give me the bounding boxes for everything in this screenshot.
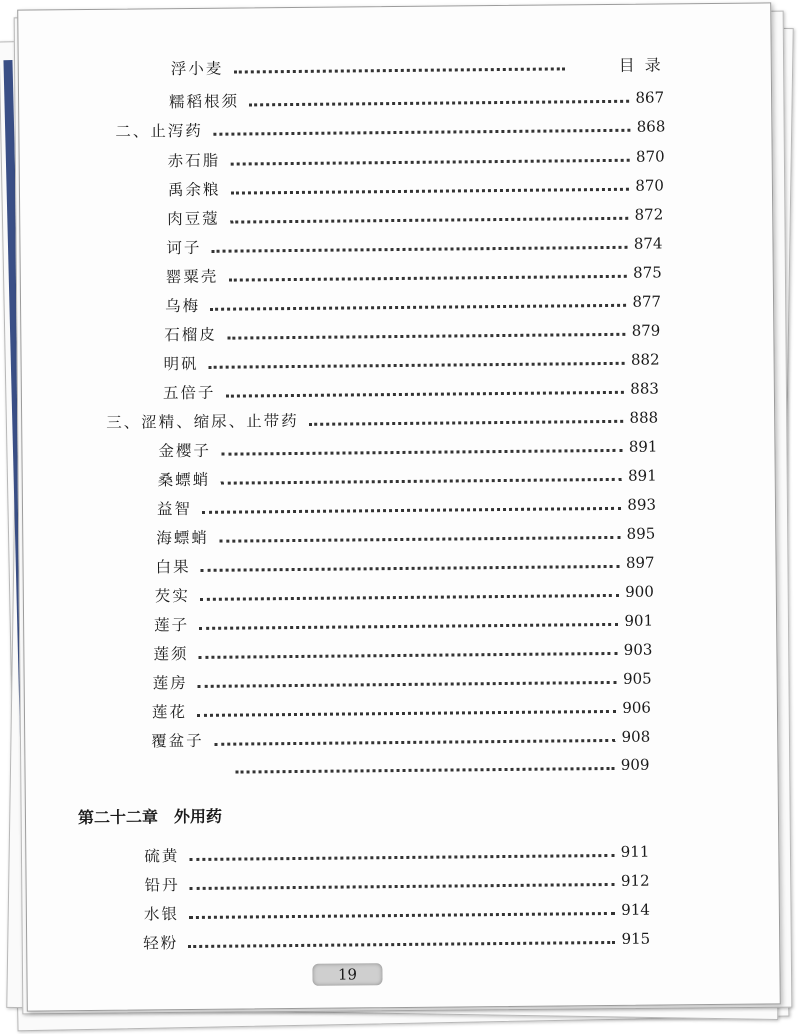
toc-entry-page: 891: [628, 437, 658, 456]
toc-entry[interactable]: [225, 751, 649, 779]
toc-entry-label: 明矾: [163, 354, 199, 374]
toc-entry-page: 897: [625, 553, 655, 572]
toc-page: [17, 2, 781, 1011]
toc-entry-label: 浮小麦: [170, 59, 224, 79]
toc-entry-page: 895: [626, 524, 656, 543]
chapter-heading[interactable]: [78, 804, 222, 828]
chapter-number: 第二十二章: [77, 807, 159, 828]
toc-entry-label: 莲花: [151, 703, 188, 722]
toc-entry-page: 911: [620, 842, 650, 861]
toc-entry[interactable]: [143, 925, 650, 954]
toc-entry-label: 乌梅: [164, 296, 201, 316]
toc-entry-label: 益智: [156, 499, 193, 519]
chapter-title: 外用药: [173, 806, 223, 827]
toc-section-entry[interactable]: [115, 112, 665, 141]
toc-entry-page: 868: [636, 117, 666, 136]
toc-entry[interactable]: [168, 142, 665, 171]
toc-entry[interactable]: [163, 375, 659, 404]
toc-entry-label: 肉豆蔻: [167, 209, 220, 229]
toc-entry-label: 轻粉: [143, 934, 179, 953]
dot-leader: [198, 652, 617, 659]
toc-entry[interactable]: [165, 287, 661, 316]
toc-entry-page: 877: [632, 292, 662, 311]
dot-leader: [190, 883, 615, 890]
toc-entry[interactable]: [151, 723, 650, 752]
toc-entry-page: 905: [622, 669, 652, 688]
toc-entry-page: 874: [633, 234, 663, 253]
toc-entry-label: 白果: [155, 558, 191, 577]
toc-entry[interactable]: [144, 896, 650, 925]
toc-entry-label: 三、涩精、缩尿、止带药: [106, 411, 299, 432]
toc-entry[interactable]: [144, 838, 649, 867]
toc-entry-page: 867: [635, 88, 665, 107]
dot-leader: [199, 623, 618, 630]
running-header: 目录: [618, 55, 671, 75]
toc-section-entry[interactable]: [106, 404, 658, 433]
toc-entry-label: 硫黄: [144, 847, 180, 866]
dot-leader: [198, 681, 617, 688]
toc-entry[interactable]: [158, 462, 657, 491]
toc-entry-page: 875: [633, 263, 662, 282]
toc-entry-page: 882: [630, 350, 660, 369]
dot-leader: [202, 507, 621, 514]
toc-entry[interactable]: [169, 83, 664, 112]
toc-entry-label: 莲房: [152, 674, 188, 693]
toc-entry-label: 水银: [143, 905, 179, 924]
toc-entry[interactable]: [153, 665, 652, 694]
dot-leader: [189, 912, 615, 919]
toc-entry-page: 883: [630, 379, 659, 398]
dot-leader: [221, 449, 623, 456]
toc-entry[interactable]: [171, 51, 571, 79]
toc-entry[interactable]: [168, 171, 664, 200]
toc-entry-label: 禹余粮: [167, 180, 221, 200]
toc-entry-label: 莲子: [154, 616, 190, 635]
dot-leader: [214, 739, 616, 746]
toc-entry-page: 912: [620, 871, 650, 890]
dot-leader: [309, 420, 624, 426]
toc-entry[interactable]: [164, 316, 660, 345]
toc-entry-label: 诃子: [166, 238, 202, 258]
dot-leader: [188, 941, 615, 948]
dot-leader: [219, 536, 621, 543]
toc-entry[interactable]: [157, 491, 656, 520]
toc-entry[interactable]: [152, 694, 651, 723]
toc-entry[interactable]: [155, 578, 654, 607]
toc-entry-label: 金樱子: [158, 441, 212, 461]
toc-entry-label: 石榴皮: [164, 325, 217, 345]
dot-leader: [230, 188, 629, 195]
toc-entry-page: 879: [631, 321, 661, 340]
toc-entry-label: 罂粟壳: [165, 267, 219, 287]
page-number-badge: 19: [312, 963, 382, 986]
toc-entry-page: 903: [623, 640, 653, 659]
dot-leader: [233, 67, 564, 73]
toc-entry-page: 901: [624, 611, 654, 630]
toc-entry-label: 赤石脂: [167, 151, 221, 171]
dot-leader: [228, 275, 627, 282]
toc-entry-label: 芡实: [154, 587, 190, 606]
toc-entry[interactable]: [166, 258, 662, 287]
toc-entry-label: 海螵蛸: [156, 528, 209, 548]
toc-entry-label: 糯稻根须: [169, 92, 240, 112]
dot-leader: [189, 854, 614, 861]
dot-leader: [230, 217, 629, 224]
dot-leader: [236, 767, 615, 774]
toc-entry-page: 914: [621, 900, 650, 919]
toc-entry[interactable]: [144, 867, 649, 896]
toc-entry[interactable]: [166, 229, 662, 258]
toc-entry-page: 870: [635, 147, 665, 166]
toc-entry-page: 893: [627, 495, 657, 514]
dot-leader: [197, 710, 616, 717]
dot-leader: [220, 478, 622, 485]
dot-leader: [200, 594, 619, 601]
dot-leader: [225, 391, 624, 398]
dot-leader: [210, 304, 626, 311]
dot-leader: [201, 565, 620, 572]
toc-entry-label: 莲须: [153, 645, 189, 664]
toc-entry[interactable]: [156, 520, 655, 549]
toc-entry[interactable]: [155, 549, 654, 578]
toc-entry[interactable]: [167, 200, 663, 229]
dot-leader: [209, 362, 625, 369]
toc-entry-page: 872: [634, 205, 664, 224]
toc-entry[interactable]: [163, 345, 659, 374]
toc-entry-page: 888: [629, 408, 659, 427]
toc-entry-label: 五倍子: [162, 383, 216, 403]
dot-leader: [230, 159, 630, 166]
toc-entry-label: 桑螵蛸: [157, 470, 211, 490]
dot-leader: [212, 246, 628, 253]
toc-entry-label: 二、止泻药: [115, 121, 203, 141]
toc-entry-label: 铅丹: [144, 876, 180, 895]
toc-entry-label: 覆盆子: [151, 731, 204, 751]
toc-entry[interactable]: [158, 433, 657, 462]
dot-leader: [213, 129, 631, 136]
toc-entry[interactable]: [153, 636, 652, 665]
toc-entry[interactable]: [154, 607, 653, 636]
toc-entry-page: 915: [621, 929, 651, 948]
dot-leader: [227, 333, 626, 340]
dot-leader: [249, 100, 629, 107]
toc-entry-page: 891: [627, 466, 657, 485]
toc-entry-page: 870: [635, 176, 665, 195]
toc-entry-page: 900: [625, 582, 654, 601]
toc-entry-page: 909: [620, 755, 650, 774]
toc-entry-page: 908: [621, 727, 651, 746]
toc-entry-page: 906: [622, 698, 652, 717]
